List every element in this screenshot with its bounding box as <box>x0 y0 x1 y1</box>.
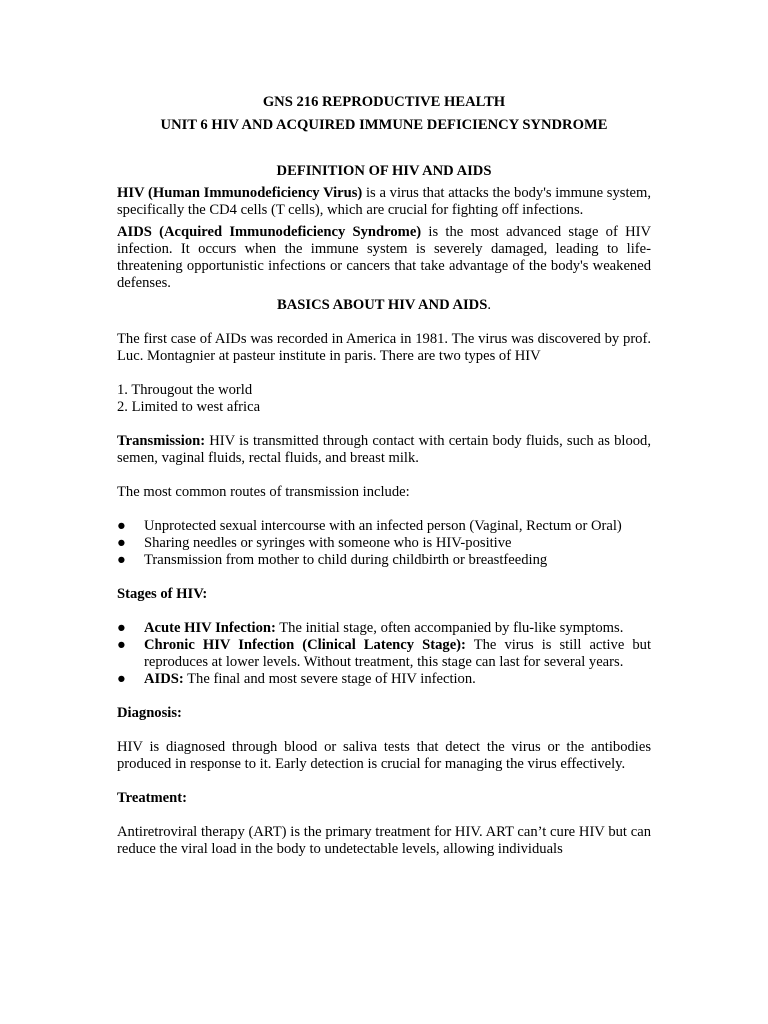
diagnosis-text: HIV is diagnosed through blood or saliva tests that detect the virus or the antibodies produced in response to it. Early detection is crucial for managing the virus effectively. <box>117 739 651 772</box>
stages-list <box>117 620 651 688</box>
routes-list <box>117 518 651 569</box>
diagnosis-heading: Diagnosis: <box>117 705 182 721</box>
treatment-heading: Treatment: <box>117 790 187 806</box>
treatment-text: Antiretroviral therapy (ART) is the primary treatment for HIV. ART can’t cure HIV but can reduce the viral load in the body to undetectable levels, allowing individuals <box>117 824 651 857</box>
aids-definition <box>117 224 651 292</box>
list-item: ● Transmission from mother to child during childbirth or breastfeeding <box>117 552 548 568</box>
basics-heading: BASICS ABOUT HIV AND AIDS. <box>277 297 491 313</box>
transmission-label: Transmission: <box>117 433 206 449</box>
aids-term: AIDS (Acquired Immunodeficiency Syndrome) <box>117 224 422 240</box>
aids-text: is the most advanced stage of HIV infection. It occurs when the immune system is severely damaged, leading to life-threatening opportunistic infections or cancers that take advantage of the body's weakened defenses. <box>117 224 652 291</box>
list-item: ● Sharing needles or syringes with someone who is HIV-positive <box>117 535 512 551</box>
hiv-definition <box>117 185 651 219</box>
transmission-paragraph: Transmission: HIV is transmitted through contact with certain body fluids, such as blood, semen, vaginal fluids, rectal fluids, and breast milk. <box>117 433 651 466</box>
list-item: ● Chronic HIV Infection (Clinical Latency Stage): The virus is still active but reproduces at lower levels. Without treatment, this stage can last for several years. <box>117 637 651 670</box>
bullet-icon: ● <box>117 620 126 636</box>
bullet-icon: ● <box>117 552 126 568</box>
hiv-text: is a virus that attacks the body's immune system, specifically the CD4 cells (T cells), which are crucial for fighting off infections. <box>117 185 651 218</box>
stages-heading: Stages of HIV: <box>117 586 208 602</box>
hiv-term: HIV (Human Immunodeficiency Virus) <box>117 185 363 201</box>
hiv-types-list <box>117 382 651 416</box>
unit-title: UNIT 6 HIV AND ACQUIRED IMMUNE DEFICIENCY SYNDROME <box>160 117 608 133</box>
list-item: ● Acute HIV Infection: The initial stage, often accompanied by flu-like symptoms. <box>117 620 624 636</box>
bullet-icon: ● <box>117 518 126 534</box>
list-item: ● AIDS: The final and most severe stage of HIV infection. <box>117 671 476 687</box>
list-item: 2. Limited to west africa <box>117 399 261 415</box>
bullet-icon: ● <box>117 671 126 687</box>
page-content <box>117 94 651 858</box>
course-title: GNS 216 REPRODUCTIVE HEALTH <box>262 94 506 110</box>
bullet-icon: ● <box>117 637 126 653</box>
list-item: 1. Througout the world <box>117 382 253 398</box>
basics-intro: The first case of AIDs was recorded in America in 1981. The virus was discovered by prof. Luc. Montagnier at pasteur institute in paris. There are two types of HIV <box>117 331 651 364</box>
bullet-icon: ● <box>117 535 126 551</box>
routes-intro: The most common routes of transmission include: <box>117 484 410 500</box>
definition-heading: DEFINITION OF HIV AND AIDS <box>276 163 492 179</box>
list-item: ● Unprotected sexual intercourse with an infected person (Vaginal, Rectum or Oral) <box>117 518 622 534</box>
